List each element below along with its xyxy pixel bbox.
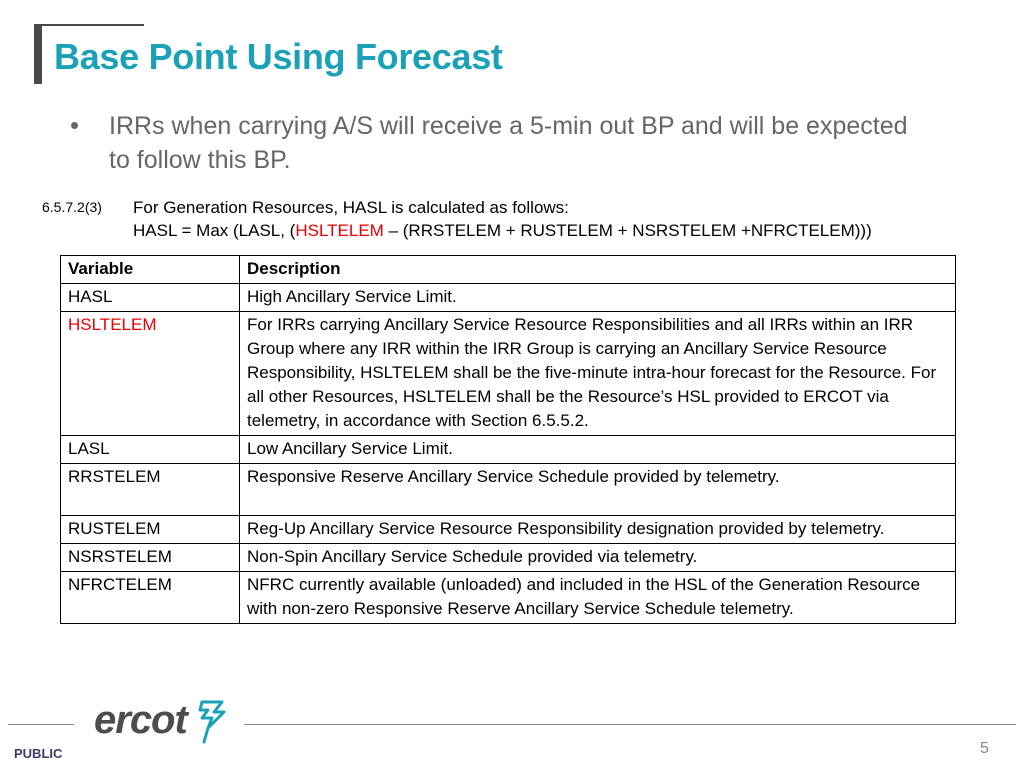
variable-cell: RRSTELEM bbox=[61, 464, 240, 516]
table-row bbox=[61, 312, 956, 436]
description-cell: Reg-Up Ancillary Service Resource Responsibility designation provided by telemetry. bbox=[240, 516, 956, 544]
formula-suffix: – (RRSTELEM + RUSTELEM + NSRSTELEM +NFRCTELEM))) bbox=[383, 221, 872, 240]
table-row bbox=[61, 464, 956, 516]
description-cell: Non-Spin Ancillary Service Schedule provided via telemetry. bbox=[240, 544, 956, 572]
table-row bbox=[61, 284, 956, 312]
ercot-bolt-icon bbox=[194, 700, 226, 744]
section-number: 6.5.7.2(3) bbox=[42, 199, 102, 215]
hasl-formula bbox=[133, 219, 872, 242]
description-cell: NFRC currently available (unloaded) and included in the HSL of the Generation Resource with non-zero Responsive Reserve Ancillary Service Schedule telemetry. bbox=[240, 572, 956, 624]
table-row bbox=[61, 516, 956, 544]
description-cell: Responsive Reserve Ancillary Service Schedule provided by telemetry. bbox=[240, 464, 956, 516]
table-row bbox=[61, 436, 956, 464]
variable-cell: HASL bbox=[61, 284, 240, 312]
header-description: Description bbox=[240, 256, 956, 284]
formula-prefix: HASL = Max (LASL, ( bbox=[133, 221, 296, 240]
page-number: 5 bbox=[980, 740, 989, 757]
variable-cell: RUSTELEM bbox=[61, 516, 240, 544]
variable-cell: NSRSTELEM bbox=[61, 544, 240, 572]
section-text bbox=[133, 196, 872, 242]
bullet-text: IRRs when carrying A/S will receive a 5-min out BP and will be expected to follow this BP. bbox=[109, 112, 908, 174]
header-variable: Variable bbox=[61, 256, 240, 284]
bullet-marker: • bbox=[70, 110, 80, 140]
section-intro: For Generation Resources, HASL is calculated as follows: bbox=[133, 198, 569, 217]
table-row bbox=[61, 572, 956, 624]
table-row bbox=[61, 544, 956, 572]
variable-cell: NFRCTELEM bbox=[61, 572, 240, 624]
variable-cell: LASL bbox=[61, 436, 240, 464]
footer-divider-left bbox=[8, 724, 74, 725]
table-header-row bbox=[61, 256, 956, 284]
variable-cell: HSLTELEM bbox=[61, 312, 240, 436]
description-cell: Low Ancillary Service Limit. bbox=[240, 436, 956, 464]
ercot-logo: ercot bbox=[94, 698, 187, 742]
variables-table bbox=[60, 255, 956, 624]
description-cell: For IRRs carrying Ancillary Service Resource Responsibilities and all IRRs within an IRR Group where any IRR within the IRR Group is carrying an Ancillary Service Resource Responsibility, HSLTELEM shall be the five-minute intra-hour forecast for the Resource. For all other Resources, HSLTELEM shall be the Resource’s HSL provided to ERCOT via telemetry, in accordance with Section 6.5.5.2. bbox=[240, 312, 956, 436]
slide-title: Base Point Using Forecast bbox=[54, 36, 503, 77]
title-accent-top bbox=[36, 24, 144, 26]
title-accent-bar bbox=[34, 24, 42, 84]
formula-highlight: HSLTELEM bbox=[295, 221, 384, 240]
description-cell: High Ancillary Service Limit. bbox=[240, 284, 956, 312]
classification-label: PUBLIC bbox=[14, 746, 63, 761]
footer-divider-right bbox=[244, 724, 1016, 725]
